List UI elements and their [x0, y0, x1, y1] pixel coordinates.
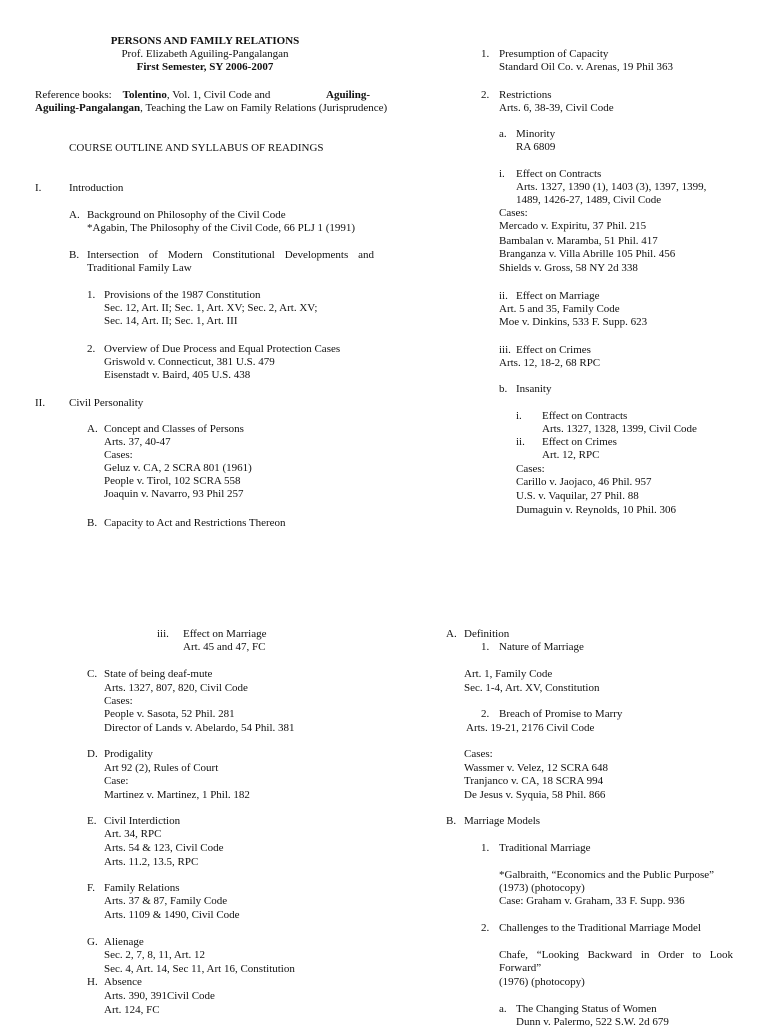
item-mark: D.	[87, 748, 98, 760]
section-num-i: I.	[35, 182, 42, 194]
case-citation: Joaquin v. Navarro, 93 Phil 257	[104, 488, 244, 500]
reading-ref: Arts. 1327, 1390 (1), 1403 (3), 1397, 1399,	[516, 181, 707, 193]
reference-author-part1: Aguiling-	[326, 89, 371, 101]
item-mark: ii.	[516, 436, 525, 448]
reading-ref: Arts. 1109 & 1490, Civil Code	[104, 909, 240, 921]
case-citation: Standard Oil Co. v. Arenas, 19 Phil 363	[499, 61, 674, 73]
item-title: Effect on Contracts	[542, 410, 628, 422]
item-title: Alienage	[104, 936, 144, 948]
item-title: Prodigality	[104, 748, 153, 760]
item-title: Civil Interdiction	[104, 815, 181, 827]
item-mark: i.	[516, 410, 522, 422]
item-title: Effect on Marriage	[516, 290, 600, 302]
item-mark: 2.	[481, 922, 490, 934]
case-citation: Carillo v. Jaojaco, 46 Phil. 957	[516, 476, 652, 488]
item-mark: E.	[87, 815, 97, 827]
item-mark: 1.	[481, 641, 490, 653]
item-mark: 2.	[481, 708, 490, 720]
case-citation: De Jesus v. Syquia, 58 Phil. 866	[464, 789, 606, 801]
reading-ref: (1976) (photocopy)	[499, 976, 585, 988]
cases-label: Cases:	[104, 449, 133, 461]
reading-ref: *Galbraith, “Economics and the Public Purpose”	[499, 869, 715, 881]
reading-ref: Arts. 390, 391Civil Code	[104, 990, 215, 1002]
reading-ref: Art. 124, FC	[104, 1004, 160, 1016]
case-citation: People v. Tirol, 102 SCRA 558	[104, 475, 241, 487]
item-mark: G.	[87, 936, 98, 948]
item-mark: H.	[87, 976, 98, 988]
reading-ref: Arts. 37, 40-47	[104, 436, 171, 448]
reading-ref: Arts. 19-21, 2176 Civil Code	[466, 722, 595, 734]
cases-label: Cases:	[104, 695, 133, 707]
cases-label: Case:	[104, 775, 129, 787]
reading-ref: Sec. 12, Art. II; Sec. 1, Art. XV; Sec. 2, Art. XV;	[104, 302, 318, 314]
item-mark: i.	[499, 168, 505, 180]
item-title: Effect on Marriage	[183, 628, 267, 640]
reading-ref: Griswold v. Connecticut, 381 U.S. 479	[104, 356, 275, 368]
item-title: Insanity	[516, 383, 552, 395]
reading-ref: 1489, 1426-27, 1489, Civil Code	[516, 194, 662, 206]
reading-ref: Art. 1, Family Code	[464, 668, 553, 680]
item-title: Presumption of Capacity	[499, 48, 609, 60]
reference-books-line1	[35, 89, 270, 102]
item-title: Absence	[104, 976, 142, 988]
item-title: Nature of Marriage	[499, 641, 584, 653]
item-title: Effect on Crimes	[542, 436, 617, 448]
reading-ref: (1973) (photocopy)	[499, 882, 585, 894]
reading-ref: Sec. 14, Art. II; Sec. 1, Art. III	[104, 315, 238, 327]
item-mark: C.	[87, 668, 98, 680]
case-citation: Moe v. Dinkins, 533 F. Supp. 623	[499, 316, 648, 328]
case-citation: Bambalan v. Maramba, 51 Phil. 417	[499, 235, 658, 247]
reading-ref: RA 6809	[516, 141, 556, 153]
item-mark: A.	[69, 209, 80, 221]
item-mark: F.	[87, 882, 95, 894]
item-title: Minority	[516, 128, 556, 140]
section-num-ii: II.	[35, 397, 46, 409]
reference-text-2: , Teaching the Law on Family Relations (Jurisprudence)	[140, 102, 388, 114]
reading-ref: Sec. 4, Art. 14, Sec 11, Art 16, Constitution	[104, 963, 295, 975]
reading-ref: Arts. 6, 38-39, Civil Code	[499, 102, 614, 114]
item-title: Family Relations	[104, 882, 180, 894]
reading-ref: Arts. 1327, 807, 820, Civil Code	[104, 682, 248, 694]
reference-books-line2	[35, 102, 387, 115]
reading-ref: Art 92 (2), Rules of Court	[104, 762, 219, 774]
item-mark: 1.	[87, 289, 96, 301]
reading-ref: Arts. 11.2, 13.5, RPC	[104, 856, 199, 868]
cases-label: Cases:	[464, 748, 493, 760]
case-citation: Shields v. Gross, 58 NY 2d 338	[499, 262, 638, 274]
item-title: Traditional Marriage	[499, 842, 591, 854]
item-title: Effect on Contracts	[516, 168, 602, 180]
item-title: Concept and Classes of Persons	[104, 423, 244, 435]
item-mark: B.	[446, 815, 457, 827]
case-citation: Dumaguin v. Reynolds, 10 Phil. 306	[516, 504, 677, 516]
item-mark: B.	[87, 517, 98, 529]
item-mark: iii.	[157, 628, 169, 640]
item-title: Overview of Due Process and Equal Protection Cases	[104, 343, 341, 355]
item-mark: a.	[499, 1003, 507, 1015]
reading-ref: Art. 45 and 47, FC	[183, 641, 266, 653]
case-citation: Wassmer v. Velez, 12 SCRA 648	[464, 762, 608, 774]
cases-label: Cases:	[499, 207, 528, 219]
reading-ref: Arts. 54 & 123, Civil Code	[104, 842, 224, 854]
reference-book-tolentino: Tolentino	[122, 89, 167, 101]
reading-ref: Sec. 1-4, Art. XV, Constitution	[464, 682, 600, 694]
reading-ref: Eisenstadt v. Baird, 405 U.S. 438	[104, 369, 251, 381]
section-title-introduction: Introduction	[69, 182, 124, 194]
reading-ref: *Agabin, The Philosophy of the Civil Code, 66 PLJ 1 (1991)	[87, 222, 356, 234]
item-mark: ii.	[499, 290, 508, 302]
item-title: Provisions of the 1987 Constitution	[104, 289, 261, 301]
reading-ref: Art. 5 and 35, Family Code	[499, 303, 620, 315]
case-citation: Dunn v. Palermo, 522 S.W. 2d 679	[516, 1016, 669, 1028]
item-title: Challenges to the Traditional Marriage Model	[499, 922, 701, 934]
item-mark: a.	[499, 128, 507, 140]
item-mark: B.	[69, 249, 80, 261]
item-mark: 2.	[481, 89, 490, 101]
case-citation: Branganza v. Villa Abrille 105 Phil. 456	[499, 248, 676, 260]
reading-ref: Chafe, “Looking Backward in Order to Look Forward”	[499, 949, 733, 975]
reference-author: Aguiling-Pangalangan	[35, 102, 141, 114]
case-citation: Martinez v. Martinez, 1 Phil. 182	[104, 789, 250, 801]
case-citation: Case: Graham v. Graham, 33 F. Supp. 936	[499, 895, 685, 907]
reading-ref: Arts. 1327, 1328, 1399, Civil Code	[542, 423, 697, 435]
reading-ref: Arts. 37 & 87, Family Code	[104, 895, 228, 907]
item-mark: iii.	[499, 344, 511, 356]
item-mark: A.	[446, 628, 457, 640]
case-citation: U.S. v. Vaquilar, 27 Phil. 88	[516, 490, 639, 502]
case-citation: Mercado v. Expiritu, 37 Phil. 215	[499, 220, 647, 232]
reference-text: , Vol. 1, Civil Code and	[166, 89, 271, 101]
reference-label: Reference books:	[35, 89, 112, 101]
item-title: Breach of Promise to Marry	[499, 708, 623, 720]
section-title-civil-personality: Civil Personality	[69, 397, 144, 409]
item-title: The Changing Status of Women	[516, 1003, 657, 1015]
item-title: Marriage Models	[464, 815, 541, 827]
reading-ref: Sec. 2, 7, 8, 11, Art. 12	[104, 949, 206, 961]
item-title: Background on Philosophy of the Civil Code	[87, 209, 286, 221]
item-title: Capacity to Act and Restrictions Thereon	[104, 517, 286, 529]
item-mark: A.	[87, 423, 98, 435]
case-citation: Director of Lands v. Abelardo, 54 Phil. 381	[104, 722, 295, 734]
item-mark: 1.	[481, 48, 490, 60]
item-mark: b.	[499, 383, 508, 395]
reading-ref: Arts. 12, 18-2, 68 RPC	[499, 357, 601, 369]
case-citation: People v. Sasota, 52 Phil. 281	[104, 708, 235, 720]
outline-title: COURSE OUTLINE AND SYLLABUS OF READINGS	[69, 142, 324, 154]
item-mark: 2.	[87, 343, 96, 355]
semester: First Semester, SY 2006-2007	[136, 61, 274, 73]
case-citation: Tranjanco v. CA, 18 SCRA 994	[464, 775, 604, 787]
item-title: Effect on Crimes	[516, 344, 591, 356]
case-citation: Geluz v. CA, 2 SCRA 801 (1961)	[104, 462, 252, 474]
professor-name: Prof. Elizabeth Aguiling-Pangalangan	[121, 48, 289, 60]
course-title: PERSONS AND FAMILY RELATIONS	[110, 35, 300, 47]
item-title: Intersection of Modern Constitutional Developments and Traditional Family Law	[87, 249, 374, 275]
reading-ref: Art. 34, RPC	[104, 828, 162, 840]
item-title: State of being deaf-mute	[104, 668, 213, 680]
item-title: Restrictions	[499, 89, 552, 101]
item-title: Definition	[464, 628, 510, 640]
item-mark: 1.	[481, 842, 490, 854]
reading-ref: Art. 12, RPC	[542, 449, 600, 461]
cases-label: Cases:	[516, 463, 545, 475]
